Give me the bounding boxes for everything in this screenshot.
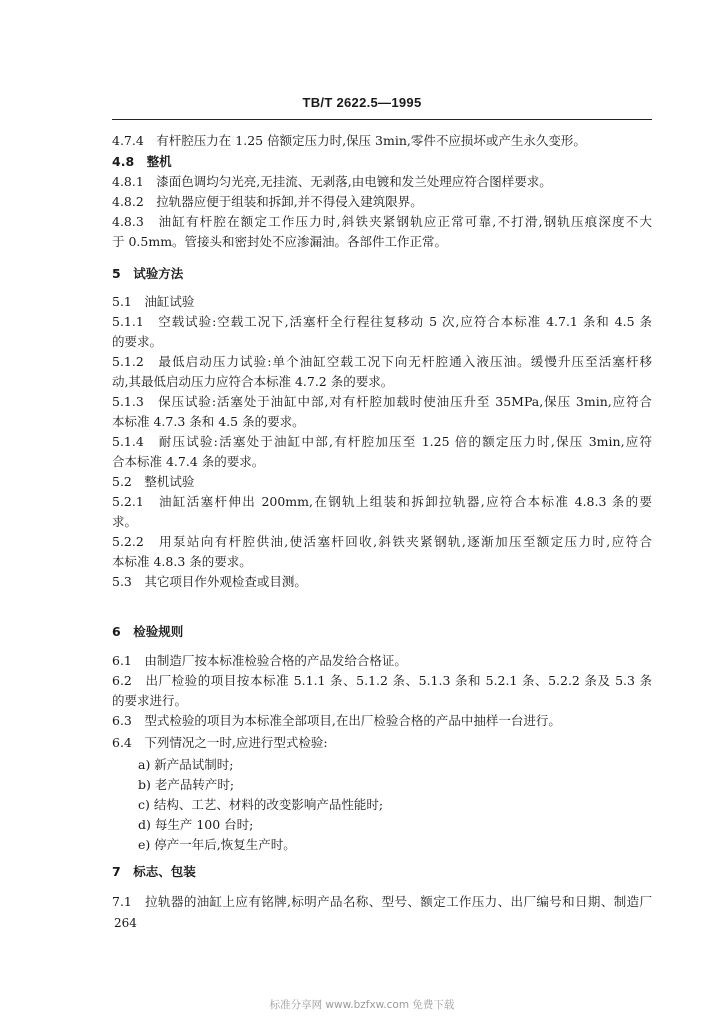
- section-5-heading: 5 试验方法: [112, 266, 184, 281]
- clause-6-4: 6.4 下列情况之一时,应进行型式检验:: [112, 735, 328, 750]
- list-item-d: d) 每生产 100 台时;: [138, 817, 254, 832]
- clause-4-8-3-cont: 于 0.5mm。管接头和密封处不应渗漏油。各部件工作正常。: [112, 234, 448, 249]
- clause-5-1-2: 5.1.2 最低启动压力试验:单个油缸空载工况下向无杆腔通入液压油。缓慢升压至活塞杆移: [112, 354, 652, 369]
- heading-5-1: 5.1 油缸试验: [112, 294, 195, 309]
- heading-5-2: 5.2 整机试验: [112, 474, 195, 489]
- list-item-a: a) 新产品试制时;: [138, 757, 234, 772]
- page-number: 264: [114, 916, 137, 930]
- clause-6-2-cont: 的要求进行。: [112, 693, 188, 708]
- header-rule: [112, 119, 652, 120]
- clause-5-1-4: 5.1.4 耐压试验:活塞处于油缸中部,有杆腔加压至 1.25 倍的额定压力时,保压 3min,应符: [112, 434, 652, 449]
- clause-4-7-4: 4.7.4 有杆腔压力在 1.25 倍额定压力时,保压 3min,零件不应损坏或产生永久变形。: [112, 133, 586, 148]
- clause-5-1-4-cont: 合本标准 4.7.4 条的要求。: [112, 454, 265, 469]
- clause-4-8-2: 4.8.2 拉轨器应便于组装和拆卸,并不得侵入建筑限界。: [112, 194, 423, 209]
- clause-5-2-2: 5.2.2 用泵站向有杆腔供油,使活塞杆回收,斜铁夹紧钢轨,逐渐加压至额定压力时,应符合: [112, 534, 652, 549]
- page-header: TB/T 2622.5—1995: [302, 95, 422, 110]
- clause-5-2-1-cont: 求。: [112, 514, 138, 529]
- clause-5-3: 5.3 其它项目作外观检查或目测。: [112, 574, 307, 589]
- section-6-heading: 6 检验规则: [112, 624, 184, 639]
- clause-6-3: 6.3 型式检验的项目为本标准全部项目,在出厂检验合格的产品中抽样一台进行。: [112, 713, 561, 728]
- list-item-e: e) 停产一年后,恢复生产时。: [138, 837, 296, 852]
- watermark-footer: 标准分享网 www.bzfxw.com 免费下载: [269, 999, 455, 1011]
- clause-7-1: 7.1 拉轨器的油缸上应有铭牌,标明产品名称、型号、额定工作压力、出厂编号和日期、制造厂: [112, 894, 652, 909]
- clause-6-1: 6.1 由制造厂按本标准检验合格的产品发给合格证。: [112, 653, 407, 668]
- clause-5-2-2-cont: 本标准 4.8.3 条的要求。: [112, 554, 252, 569]
- list-item-b: b) 老产品转产时;: [138, 777, 235, 792]
- clause-6-2: 6.2 出厂检验的项目按本标准 5.1.1 条、5.1.2 条、5.1.3 条和 5.2.1 条、5.2.2 条及 5.3 条: [112, 673, 652, 688]
- clause-4-8-1: 4.8.1 漆面色调均匀光亮,无挂流、无剥落,由电镀和发兰处理应符合图样要求。: [112, 174, 552, 189]
- clause-5-1-1-cont: 的要求。: [112, 334, 163, 349]
- clause-5-1-3-cont: 本标准 4.7.3 条和 4.5 条的要求。: [112, 414, 305, 429]
- list-item-c: c) 结构、工艺、材料的改变影响产品性能时;: [138, 797, 384, 812]
- clause-5-1-2-cont: 动,其最低启动压力应符合本标准 4.7.2 条的要求。: [112, 374, 394, 389]
- clause-5-1-1: 5.1.1 空载试验:空载工况下,活塞杆全行程往复移动 5 次,应符合本标准 4.7.1 条和 4.5 条: [112, 314, 652, 329]
- clause-5-2-1: 5.2.1 油缸活塞杆伸出 200mm,在钢轨上组装和拆卸拉轨器,应符合本标准 4.8.3 条的要: [112, 494, 652, 509]
- clause-4-8-3: 4.8.3 油缸有杆腔在额定工作压力时,斜铁夹紧钢轨应正常可靠,不打滑,钢轨压痕深度不大: [112, 214, 652, 229]
- section-7-heading: 7 标志、包装: [112, 864, 196, 879]
- heading-4-8: 4.8 整机: [112, 154, 172, 169]
- clause-5-1-3: 5.1.3 保压试验:活塞处于油缸中部,对有杆腔加载时使油压升至 35MPa,保压 3min,应符合: [112, 394, 652, 409]
